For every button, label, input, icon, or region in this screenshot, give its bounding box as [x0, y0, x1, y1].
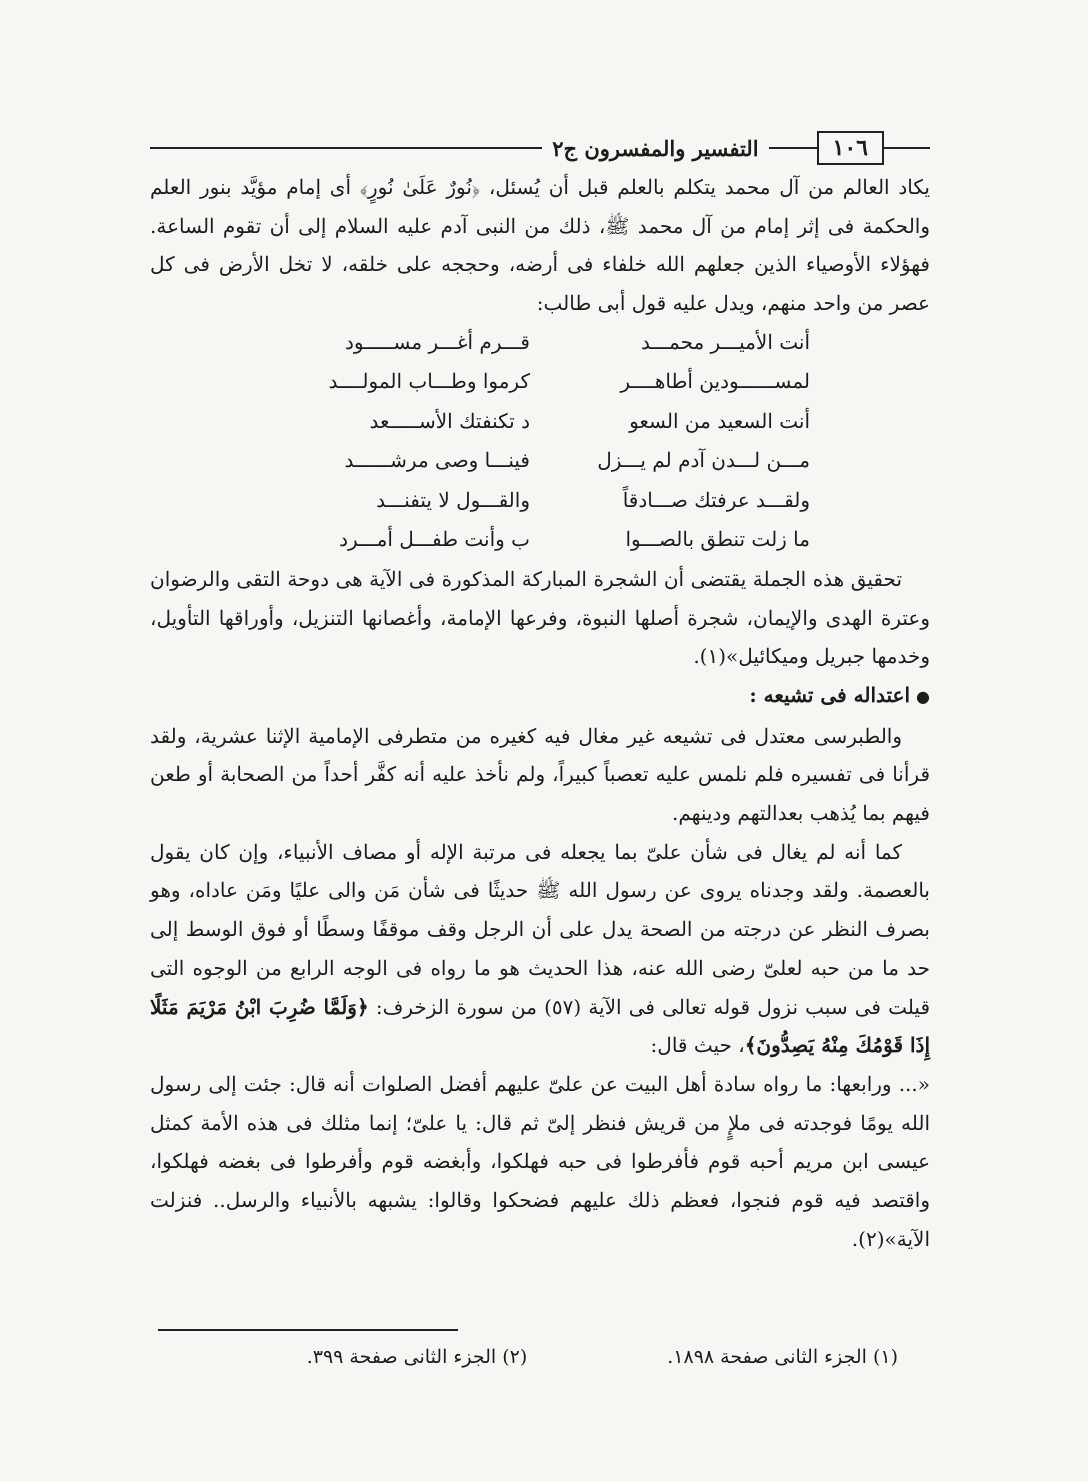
page-number: ١٠٦	[817, 131, 884, 165]
text-line: سورة الزخرف:	[368, 994, 504, 1019]
text-line: كفَّر أحداً من الصحابة أو طعن فيهم بما يُذهب بعدالتهم ودينهم.	[150, 762, 930, 826]
text-line: جئت إلى رسول الله يومًا فوجدته فى ملإٍ من قريش فنظر إلىّ ثم قال: يا علىّ؛ إنما	[150, 1071, 931, 1135]
text-line: يكاد العالم من آل محمد يتكلم بالعلم قبل أن يُسئل، ﴿نُورٌ عَلَىٰ نُورٍ﴾ أى إمام	[286, 175, 930, 199]
verse-first-half: أنت الأميـــر محمـــد	[640, 329, 810, 354]
verse-first-half: مـــن لـــدن آدم لم يـــزل	[597, 448, 810, 473]
quran-verse: ﴿وَلَمَّا ضُرِبَ ابْنُ مَرْيَمَ مَثَلًا إِذَا قَوْمُكَ مِنْهُ يَصِدُّونَ﴾	[150, 994, 930, 1058]
text-line: التنزيل، وأوراقها التأويل، وخدمها جبريل وميكائيل»(١).	[150, 605, 930, 669]
paragraph	[150, 833, 930, 1065]
verse-second-half: د تكنفتك الأســـــعد	[369, 408, 530, 433]
page-header	[150, 130, 930, 166]
verse-second-half: كرموا وطـــاب المولــــد	[328, 369, 530, 394]
footnote-2: (٢) الجزء الثانى صفحة ٣٩٩.	[306, 1346, 528, 1368]
text-line: كما أنه لم يغال فى شأن علىّ بما يجعله فى مرتبة الإله أو مصاف الأنبياء، وإن كان	[199, 839, 903, 864]
footnotes	[307, 1346, 898, 1368]
bullet-icon: ●	[916, 686, 930, 706]
verse-second-half: قـــرم أغـــر مســـــود	[345, 329, 530, 354]
text-line: والرضوان وعترة الهدى والإيمان، شجرة أصلها النبوة، وفرعها الإمامة، وأغصانها	[150, 566, 930, 630]
text-line: «... ورابعها: ما رواه سادة أهل البيت عن علىّ عليهم أفضل الصلوات أنه قال:	[288, 1071, 931, 1096]
footnote-1: (١) الجزء الثانى صفحة ١٨٩٨.	[667, 1346, 898, 1368]
text-line: يقول بالعصمة. ولقد وجدناه يروى عن رسول الله ﷺ حديثًا فى شأن مَن والى عليًا	[150, 839, 931, 903]
text-line: السلام إلى أن تقوم الساعة. فهؤلاء الأوصياء الذين جعلهم الله خلفاء فى أرضه،	[150, 213, 930, 277]
header-rule	[150, 147, 542, 149]
paragraph	[150, 560, 930, 676]
paragraph	[150, 717, 930, 833]
header-rule	[769, 147, 817, 149]
section-heading	[150, 676, 930, 717]
text-line: ومَن عاداه، وهو بصرف النظر عن درجته من الصحة يدل على أن الرجل وقف موقفًا	[150, 878, 930, 942]
verse-first-half: ولقـــد عرفتك صـــادقاً	[622, 487, 810, 512]
text-line: وقالوا: يشبهه بالأنبياء والرسل.. فنزلت الآية»(٢).	[150, 1188, 930, 1251]
verse-first-half: ما زلت تنطق بالصـــوا	[625, 527, 810, 552]
book-page	[150, 130, 930, 1258]
poem	[150, 323, 930, 560]
text-line: قوم وأفرطوا فى بغضه فهلكوا، واقتصد فيه قوم فنجوا، فعظم ذلك عليهم فضحكوا	[150, 1149, 931, 1213]
running-title: التفسير والمفسرون ج٢	[552, 135, 759, 161]
quotation	[150, 1065, 930, 1259]
text-line: ، حيث قال:	[650, 1033, 745, 1058]
verse-second-half: فينـــا وصى مرشــــــد	[344, 448, 530, 473]
verse-second-half: والقـــول لا يتفنـــد	[376, 487, 530, 512]
header-rule	[884, 147, 930, 149]
text-line: وسطًا أو فوق الوسط إلى حد ما من حبه لعلىّ رضى الله عنه، هذا الحديث هو ما رواه	[150, 917, 931, 980]
text-line: مؤيَّد بنور العلم والحكمة فى إثر إمام من آل محمد ﷺ، ذلك من النبى آدم عليه	[150, 175, 931, 238]
text-line: أبى طالب:	[536, 291, 626, 316]
section-heading-text: اعتداله فى تشيعه :	[749, 682, 911, 707]
text-line: والطبرسى معتدل فى تشيعه غير مغال فيه كغيره من متطرفى الإمامية	[308, 723, 902, 748]
body-text	[150, 168, 930, 1258]
text-line: الإثنا عشرية، ولقد قرأنا فى تفسيره فلم نلمس عليه تعصباً كبيراً، ولم نأخذ عليه أنه	[150, 723, 931, 787]
text-line: تحقيق هذه الجملة يقتضى أن الشجرة المباركة المذكورة فى الآية هى دوحة التقى	[236, 566, 903, 591]
verse-first-half: أنت السعيد من السعو	[629, 408, 810, 433]
text-line: مثلك فى هذه الأمة كمثل عيسى ابن مريم أحبه قوم فأفرطوا فى حبه فهلكوا، وأبغضه	[150, 1110, 931, 1174]
verse-second-half: ب وأنت طفـــل أمـــرد	[339, 527, 530, 552]
text-line: وحججه على خلقه، لا تخل الأرض فى كل عصر من واحد منهم، ويدل عليه قول	[150, 252, 930, 316]
footnote-rule	[158, 1329, 458, 1331]
paragraph	[150, 168, 930, 323]
text-line: فى الوجه الرابع من الوجوه التى قيلت فى سبب نزول قوله تعالى فى الآية (٥٧) من	[150, 955, 931, 1019]
verse-first-half: لمســــــودين أطاهــــر	[620, 369, 810, 394]
